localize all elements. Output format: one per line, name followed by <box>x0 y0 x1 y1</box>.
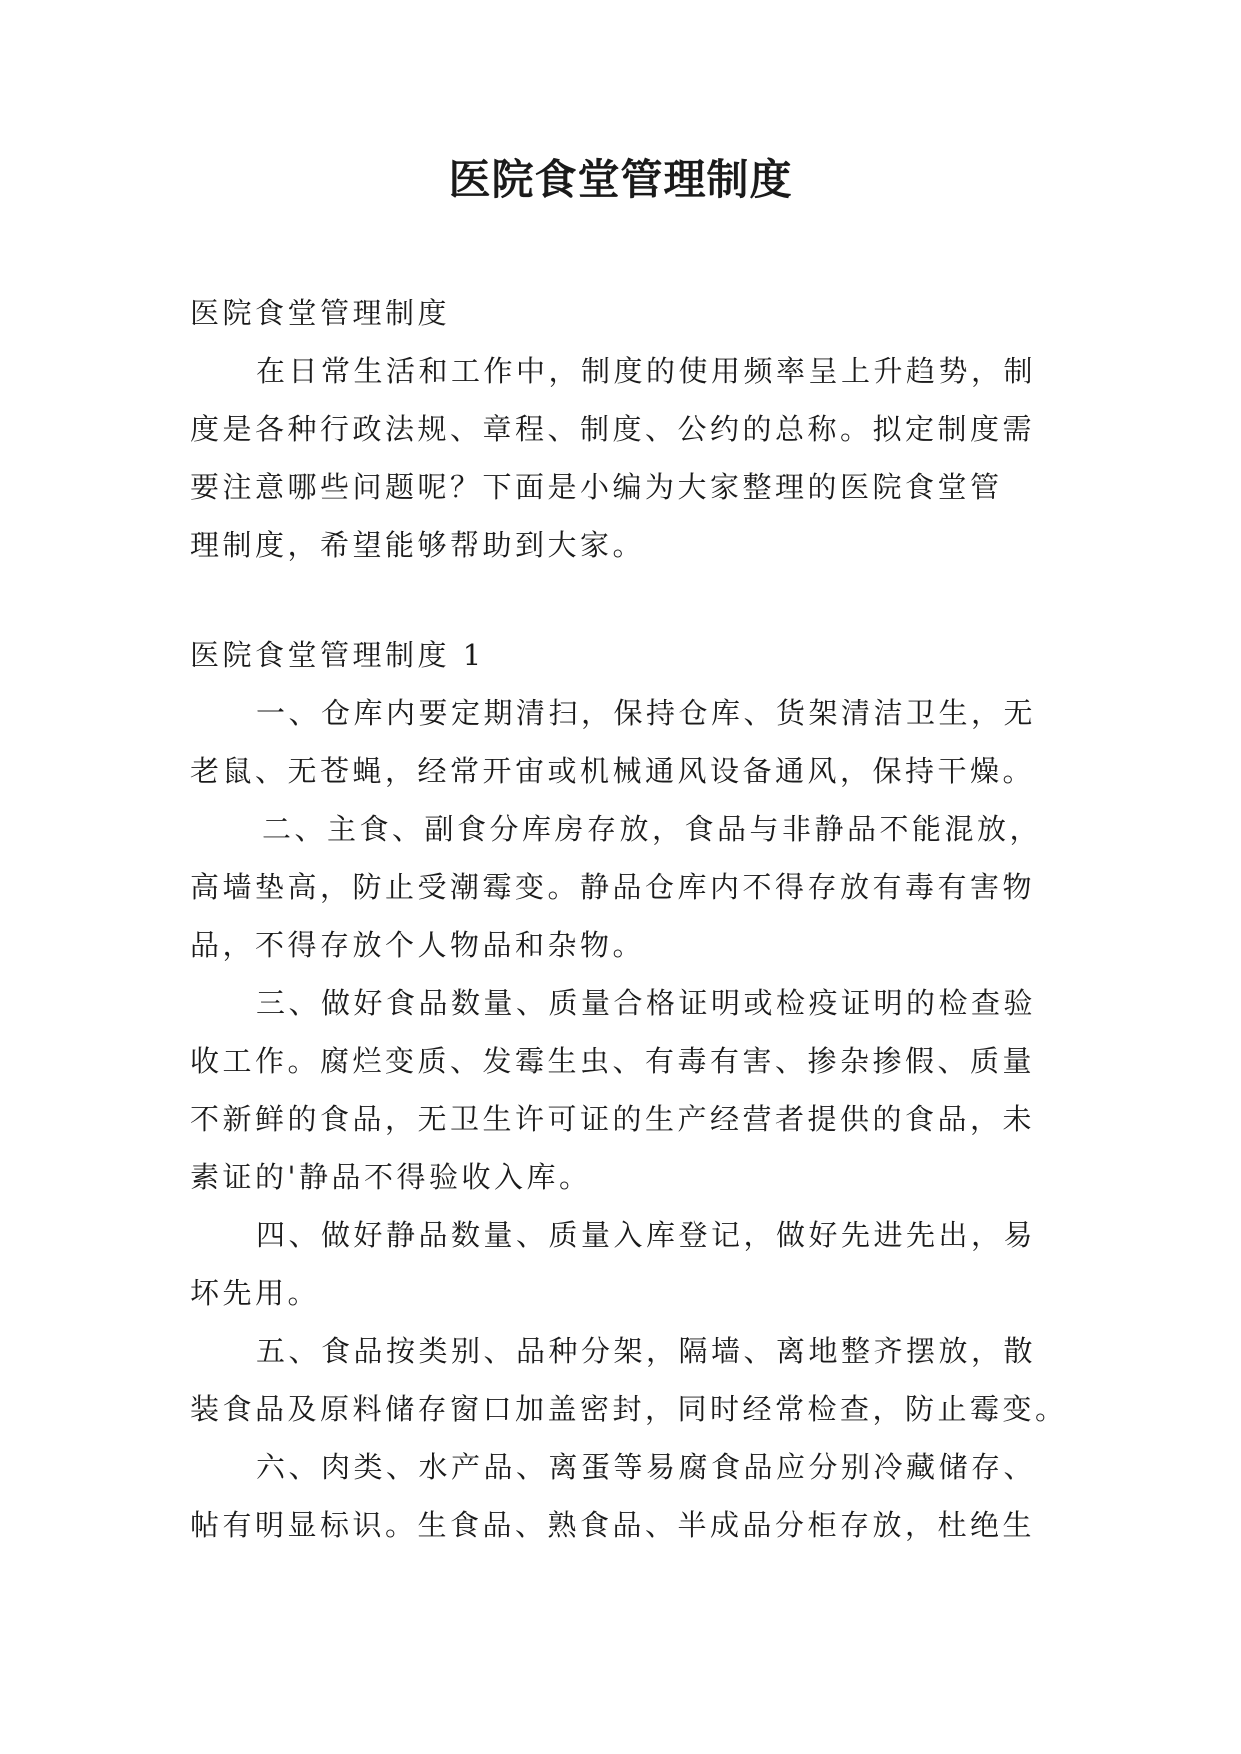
rule-item-6 <box>190 1438 1052 1554</box>
rule-line: 素证的'静品不得验收入库。 <box>190 1160 592 1194</box>
intro-line: 理制度，希望能够帮助到大家。 <box>190 528 646 562</box>
rule-item-2 <box>190 800 1052 974</box>
rule-line: 五、食品按类别、品种分架，隔墙、离地整齐摆放，散 <box>256 1334 1037 1368</box>
intro-line: 在日常生活和工作中，制度的使用频率呈上升趋势，制 <box>256 354 1037 388</box>
intro-paragraph <box>190 342 1052 574</box>
rule-line: 老鼠、无苍蝇，经常开宙或机械通风设备通风，保持干燥。 <box>190 754 1036 788</box>
rule-item-4 <box>190 1206 1052 1322</box>
section-spacer <box>190 574 1052 626</box>
rule-line: 坏先用。 <box>190 1276 321 1310</box>
rule-line: 二、主食、副食分库房存放，食品与非静品不能混放， <box>262 812 1043 846</box>
rule-line: 高墙垫高，防止受潮霉变。静品仓库内不得存放有毒有害物 <box>190 870 1036 904</box>
section-heading: 医院食堂管理制度 1 <box>190 638 485 672</box>
rule-line: 三、做好食品数量、质量合格证明或检疫证明的检查验 <box>256 986 1037 1020</box>
rule-item-5 <box>190 1322 1068 1438</box>
document-title: 医院食堂管理制度 <box>448 155 793 204</box>
rule-item-3 <box>190 974 1052 1206</box>
rule-line: 六、肉类、水产品、离蛋等易腐食品应分别冷藏储存、 <box>256 1450 1037 1484</box>
rule-line: 不新鲜的食品，无卫生许可证的生产经营者提供的食品，未 <box>190 1102 1036 1136</box>
document-subtitle: 医院食堂管理制度 <box>190 296 451 330</box>
intro-line: 要注意哪些问题呢？下面是小编为大家整理的医院食堂管 <box>190 470 1003 504</box>
rule-line: 品，不得存放个人物品和杂物。 <box>190 928 646 962</box>
rule-line: 装食品及原料储存窗口加盖密封，同时经常检查，防止霉变。 <box>190 1392 1068 1426</box>
rule-line: 帖有明显标识。生食品、熟食品、半成品分柜存放，杜绝生 <box>190 1508 1036 1542</box>
rule-line: 一、仓库内要定期清扫，保持仓库、货架清洁卫生，无 <box>256 696 1037 730</box>
rule-line: 四、做好静品数量、质量入库登记，做好先进先出，易 <box>256 1218 1037 1252</box>
rule-line: 收工作。腐烂变质、发霉生虫、有毒有害、掺杂掺假、质量 <box>190 1044 1036 1078</box>
intro-line: 度是各种行政法规、章程、制度、公约的总称。拟定制度需 <box>190 412 1036 446</box>
document-body <box>190 284 1068 1554</box>
rule-item-1 <box>190 684 1052 800</box>
